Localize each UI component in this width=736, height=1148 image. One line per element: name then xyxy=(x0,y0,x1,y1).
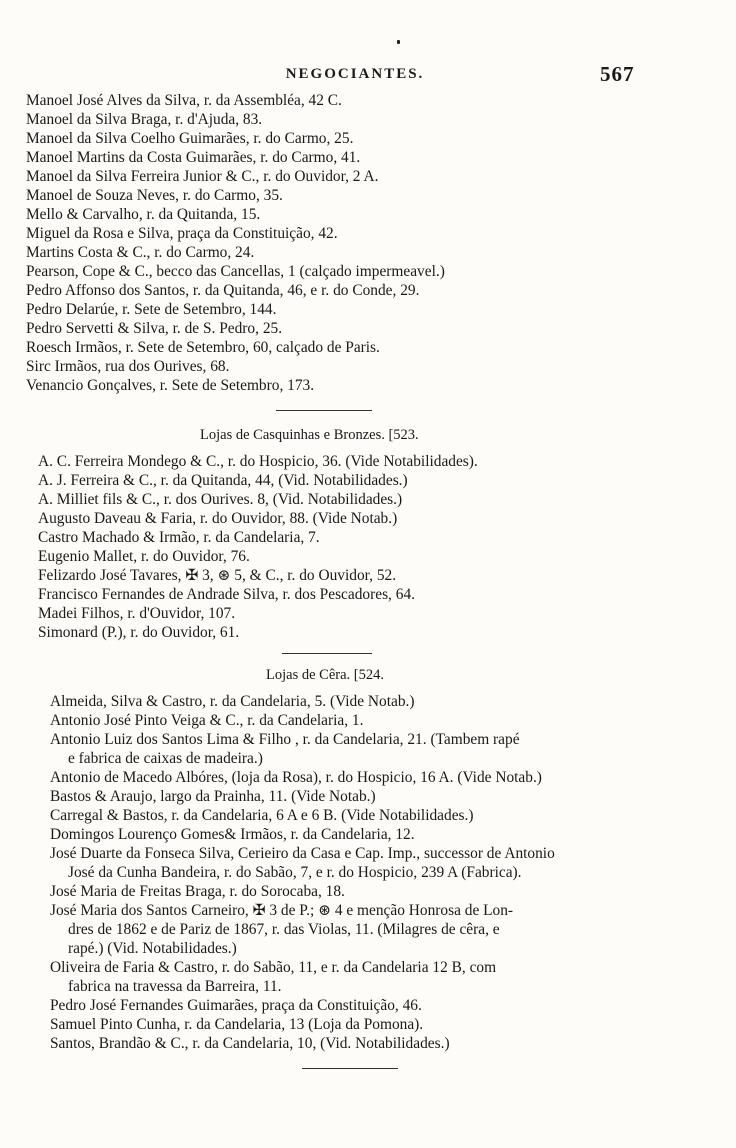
list-item: A. Milliet fils & C., r. dos Ourives. 8, (Vid. Notabilidades.) xyxy=(38,491,403,508)
list-item: Madei Filhos, r. d'Ouvidor, 107. xyxy=(38,605,236,622)
list-item: A. J. Ferreira & C., r. da Quitanda, 44, (Vid. Notabilidades.) xyxy=(38,472,408,489)
list-item: Manoel da Silva Braga, r. d'Ajuda, 83. xyxy=(26,111,263,128)
list-item: Francisco Fernandes de Andrade Silva, r. dos Pescadores, 64. xyxy=(38,586,415,603)
list-item: Oliveira de Faria & Castro, r. do Sabão, 11, e r. da Candelaria 12 B, com xyxy=(50,959,497,976)
list-item: Simonard (P.), r. do Ouvidor, 61. xyxy=(38,624,240,641)
list-item: José Duarte da Fonseca Silva, Cerieiro da Casa e Cap. Imp., successor de Antonio xyxy=(50,845,555,862)
list-item: Samuel Pinto Cunha, r. da Candelaria, 13 (Loja da Pomona). xyxy=(50,1016,424,1033)
list-item: Manoel da Silva Coelho Guimarães, r. do Carmo, 25. xyxy=(26,130,354,147)
list-item: José Maria dos Santos Carneiro, ✠ 3 de P.; ⊛ 4 e menção Honrosa de Lon- xyxy=(50,902,514,919)
section-divider xyxy=(276,410,372,411)
list-item: Augusto Daveau & Faria, r. do Ouvidor, 88. (Vide Notab.) xyxy=(38,510,398,527)
list-item: e fabrica de caixas de madeira.) xyxy=(68,750,263,767)
section-title-casquinhas: Lojas de Casquinhas e Bronzes. [523. xyxy=(200,427,419,443)
list-item: Eugenio Mallet, r. do Ouvidor, 76. xyxy=(38,548,250,565)
list-item: Antonio de Macedo Albóres, (loja da Rosa), r. do Hospicio, 16 A. (Vide Notab.) xyxy=(50,769,542,786)
list-item: A. C. Ferreira Mondego & C., r. do Hospicio, 36. (Vide Notabilidades). xyxy=(38,453,478,470)
list-item: rapé.) (Vid. Notabilidades.) xyxy=(68,940,237,957)
list-item: Antonio Luiz dos Santos Lima & Filho , r. da Candelaria, 21. (Tambem rapé xyxy=(50,731,520,748)
list-item: Santos, Brandão & C., r. da Candelaria, 10, (Vid. Notabilidades.) xyxy=(50,1035,450,1052)
list-item: José da Cunha Bandeira, r. do Sabão, 7, e r. do Hospicio, 239 A (Fabrica). xyxy=(68,864,522,881)
list-item: Miguel da Rosa e Silva, praça da Constituição, 42. xyxy=(26,225,338,242)
list-item: fabrica na travessa da Barreira, 11. xyxy=(68,978,282,995)
list-item: Castro Machado & Irmão, r. da Candelaria, 7. xyxy=(38,529,320,546)
list-item: Mello & Carvalho, r. da Quitanda, 15. xyxy=(26,206,261,223)
list-item: Sirc Irmãos, rua dos Ourives, 68. xyxy=(26,358,230,375)
list-item: Manoel José Alves da Silva, r. da Assembléa, 42 C. xyxy=(26,92,342,109)
list-item: Domingos Lourenço Gomes& Irmãos, r. da Candelaria, 12. xyxy=(50,826,415,843)
list-item: Martins Costa & C., r. do Carmo, 24. xyxy=(26,244,255,261)
list-item: Manoel de Souza Neves, r. do Carmo, 35. xyxy=(26,187,283,204)
list-item: Bastos & Araujo, largo da Prainha, 11. (Vide Notab.) xyxy=(50,788,376,805)
section-divider xyxy=(302,1068,398,1069)
list-item: Felizardo José Tavares, ✠ 3, ⊛ 5, & C., r. do Ouvidor, 52. xyxy=(38,567,397,584)
list-item: Pedro José Fernandes Guimarães, praça da Constituição, 46. xyxy=(50,997,422,1014)
list-item: Manoel da Silva Ferreira Junior & C., r. do Ouvidor, 2 A. xyxy=(26,168,379,185)
list-item: Antonio José Pinto Veiga & C., r. da Candelaria, 1. xyxy=(50,712,364,729)
list-item: Roesch Irmãos, r. Sete de Setembro, 60, calçado de Paris. xyxy=(26,339,380,356)
ink-dot xyxy=(397,40,400,44)
list-item: Pedro Affonso dos Santos, r. da Quitanda, 46, e r. do Conde, 29. xyxy=(26,282,420,299)
section-divider xyxy=(282,653,372,654)
list-item: Pedro Delarúe, r. Sete de Setembro, 144. xyxy=(26,301,277,318)
list-item: Manoel Martins da Costa Guimarães, r. do Carmo, 41. xyxy=(26,149,361,166)
list-item: Pedro Servetti & Silva, r. de S. Pedro, 25. xyxy=(26,320,283,337)
list-item: Almeida, Silva & Castro, r. da Candelaria, 5. (Vide Notab.) xyxy=(50,693,415,710)
page-header-title: NEGOCIANTES. xyxy=(285,66,425,82)
list-item: Pearson, Cope & C., becco das Cancellas, 1 (calçado impermeavel.) xyxy=(26,263,445,280)
list-item: Carregal & Bastos, r. da Candelaria, 6 A e 6 B. (Vide Notabilidades.) xyxy=(50,807,474,824)
section-title-cera: Lojas de Cêra. [524. xyxy=(266,667,384,683)
list-item: José Maria de Freitas Braga, r. do Sorocaba, 18. xyxy=(50,883,345,900)
list-item: Venancio Gonçalves, r. Sete de Setembro, 173. xyxy=(26,377,315,394)
page-number: 567 xyxy=(600,62,635,86)
list-item: dres de 1862 e de Pariz de 1867, r. das Violas, 11. (Milagres de cêra, e xyxy=(68,921,500,938)
